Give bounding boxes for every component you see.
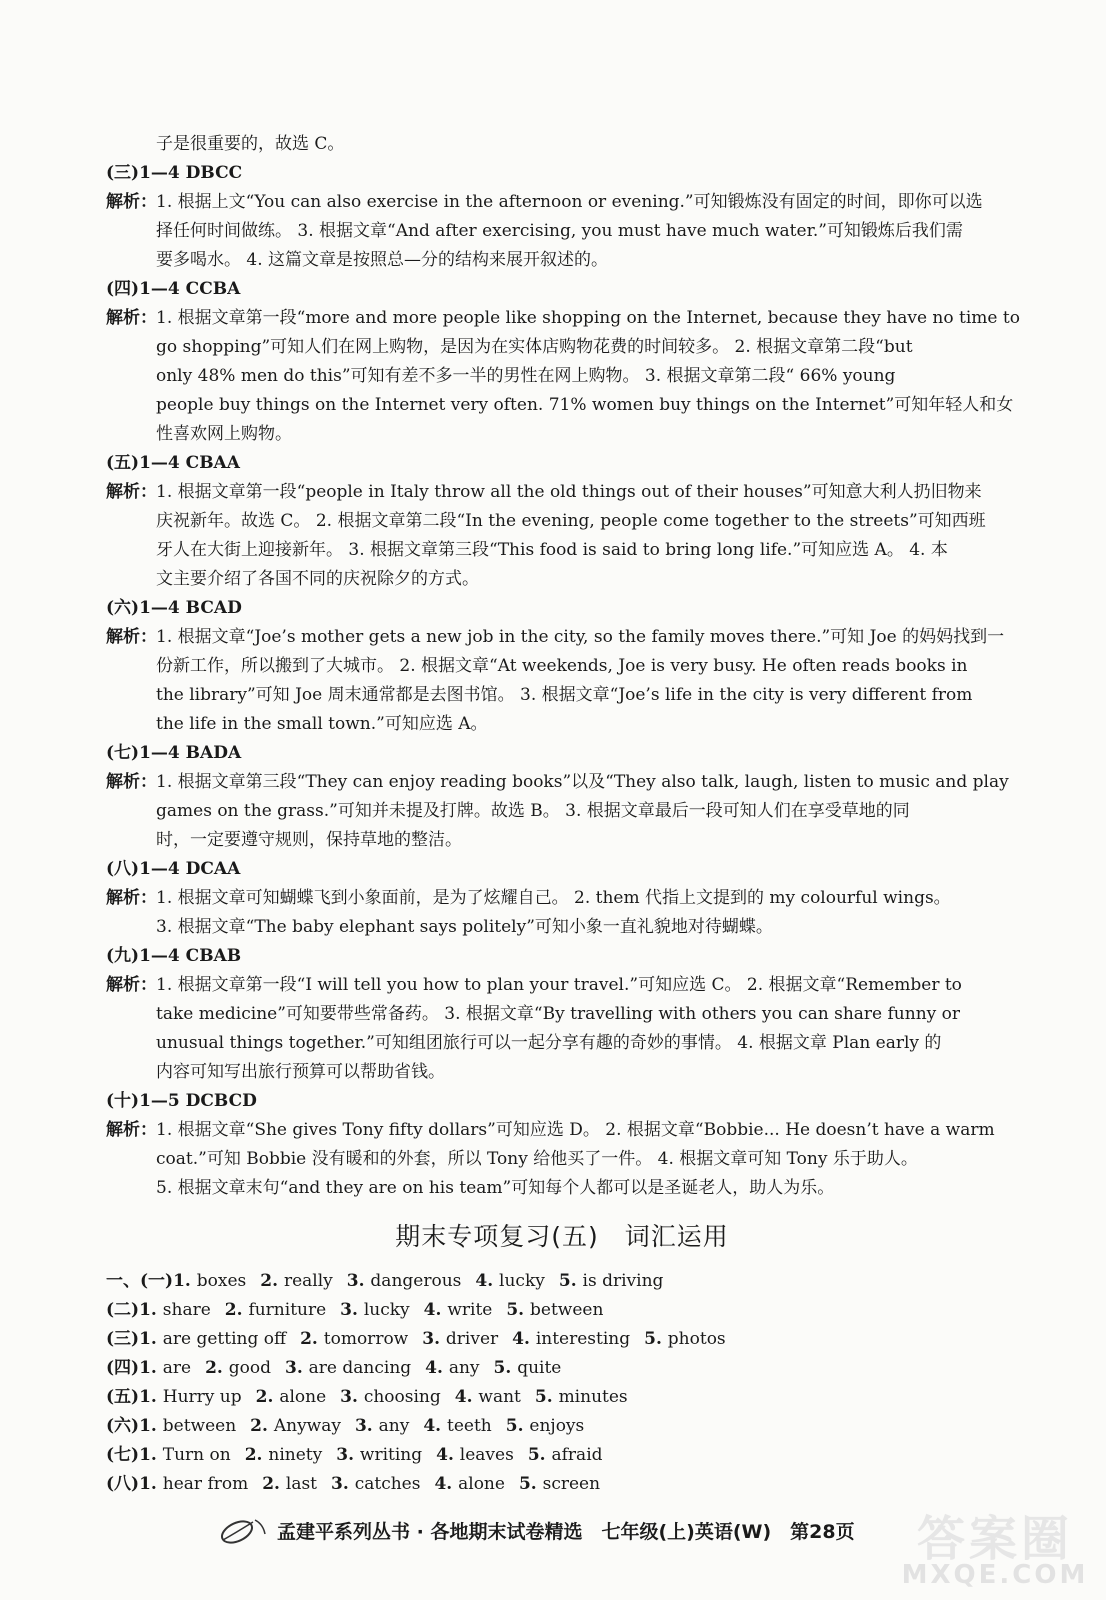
- explanation-line: coat.”可知 Bobbie 没有暖和的外套，所以 Tony 给他买了一件。 4. 根据文章可知 Tony 乐于助人。: [156, 1149, 918, 1169]
- vocab-answer: 3. choosing: [340, 1387, 441, 1407]
- vocab-row: [106, 1470, 1018, 1499]
- explanation-line: people buy things on the Internet very often. 71% women buy things on the Internet”可知年轻人和女: [156, 395, 1014, 415]
- vocab-row-label: (六): [106, 1416, 140, 1436]
- explanation-line: only 48% men do this”可知有差不多一半的男性在网上购物。 3. 根据文章第二段“ 66% young: [156, 366, 896, 386]
- explanation-label: 解析：: [106, 627, 157, 647]
- vocab-answer: 1. are getting off: [139, 1329, 287, 1349]
- vocab-row: [106, 1267, 1018, 1296]
- vocab-answer: 5. minutes: [534, 1387, 628, 1407]
- vocab-answer: 2. alone: [255, 1387, 327, 1407]
- vocab-answer: 4. teeth: [423, 1416, 492, 1436]
- vocab-answer: 2. furniture: [224, 1300, 327, 1320]
- vocab-answer: 4. lucky: [475, 1271, 545, 1291]
- carryover-line: 子是很重要的，故选 C。: [156, 134, 345, 154]
- explanation-text: 1. 根据文章第三段“They can enjoy reading books”以及“They also talk, laugh, listen to music and play: [156, 772, 1009, 792]
- vocab-answer: 2. tomorrow: [300, 1329, 409, 1349]
- section-answers-heading: (八)1—4 DCAA: [106, 859, 241, 879]
- explanation-line: take medicine”可知要带些常备药。 3. 根据文章“By travelling with others you can share funny or: [156, 1004, 961, 1024]
- leaf-logo-icon: [215, 1510, 269, 1550]
- explanation-line: 要多喝水。 4. 这篇文章是按照总—分的结构来展开叙述的。: [156, 250, 609, 270]
- explanation-text: 1. 根据文章可知蝴蝶飞到小象面前，是为了炫耀自己。 2. them 代指上文提到的 my colourful wings。: [156, 888, 951, 908]
- vocab-answer: 2. really: [260, 1271, 333, 1291]
- explanation-line: 5. 根据文章末句“and they are on his team”可知每个人都可以是圣诞老人，助人为乐。: [156, 1178, 835, 1198]
- vocab-answer: 5. enjoys: [505, 1416, 585, 1436]
- vocab-answer: 3. are dancing: [285, 1358, 412, 1378]
- explanation-text: 1. 根据文章“Joe’s mother gets a new job in the city, so the family moves there.”可知 Joe 的妈妈找到一: [156, 627, 1005, 647]
- vocab-answer: 5. photos: [644, 1329, 726, 1349]
- vocab-row: [106, 1296, 1018, 1325]
- explanation-label: 解析：: [106, 975, 157, 995]
- vocab-answer: 3. catches: [331, 1474, 421, 1494]
- section-answers-heading: (七)1—4 BADA: [106, 743, 242, 763]
- explanation-first-line: [106, 1116, 1018, 1145]
- vocab-answer: 4. leaves: [436, 1445, 514, 1465]
- explanation-text: 1. 根据上文“You can also exercise in the afternoon or evening.”可知锻炼没有固定的时间，即你可以选: [156, 192, 983, 212]
- explanation-first-line: [106, 188, 1018, 217]
- explanation-line: unusual things together.”可知组团旅行可以一起分享有趣的奇妙的事情。 4. 根据文章 Plan early 的: [156, 1033, 942, 1053]
- vocab-row: [106, 1383, 1018, 1412]
- explanation-text: 1. 根据文章第一段“more and more people like shopping on the Internet, because they have no time to: [156, 308, 1020, 328]
- explanation-label: 解析：: [106, 772, 157, 792]
- vocab-answer: 5. quite: [493, 1358, 562, 1378]
- explanation-line: 3. 根据文章“The baby elephant says politely”可知小象一直礼貌地对待蝴蝶。: [156, 917, 773, 937]
- section-answers-heading: (四)1—4 CCBA: [106, 279, 241, 299]
- explanation-label: 解析：: [106, 1120, 157, 1140]
- explanation-line: 性喜欢网上购物。: [156, 424, 292, 444]
- vocab-answer: 2. last: [262, 1474, 318, 1494]
- vocab-answer: 4. any: [425, 1358, 480, 1378]
- vocab-answer: 1. share: [139, 1300, 211, 1320]
- explanation-line: 庆祝新年。故选 C。 2. 根据文章第二段“In the evening, people come together to the streets”可知西班: [156, 511, 986, 531]
- explanation-line: 择任何时间做练。 3. 根据文章“And after exercising, you must have much water.”可知锻炼后我们需: [156, 221, 963, 241]
- vocab-answer: 1. between: [139, 1416, 237, 1436]
- explanation-label: 解析：: [106, 482, 157, 502]
- vocab-answer: 4. write: [423, 1300, 493, 1320]
- vocab-answer: 1. boxes: [173, 1271, 247, 1291]
- footer-text: 孟建平系列丛书 · 各地期末试卷精选 七年级(上)英语(W) 第28页: [277, 1520, 855, 1543]
- watermark-url: MXQE.COM: [901, 1560, 1089, 1590]
- vocab-answer: 1. Hurry up: [139, 1387, 242, 1407]
- vocab-row: [106, 1325, 1018, 1354]
- vocab-row-label: (二): [106, 1300, 140, 1320]
- vocab-answer: 5. is driving: [558, 1271, 664, 1291]
- reading-sections: [106, 159, 1018, 1203]
- page-footer: [215, 1508, 915, 1552]
- vocab-answer: 3. driver: [422, 1329, 499, 1349]
- explanation-text: 1. 根据文章“She gives Tony fifty dollars”可知应选 D。 2. 根据文章“Bobbie... He doesn’t have a warm: [156, 1120, 995, 1140]
- explanation-first-line: [106, 884, 1018, 913]
- explanation-label: 解析：: [106, 308, 157, 328]
- vocab-answer: 5. afraid: [527, 1445, 603, 1465]
- vocab-answer: 4. alone: [434, 1474, 505, 1494]
- explanation-line: the life in the small town.”可知应选 A。: [156, 714, 488, 734]
- vocab-answers: [106, 1267, 1018, 1499]
- vocab-answer: 2. ninety: [244, 1445, 323, 1465]
- explanation-line: 文主要介绍了各国不同的庆祝除夕的方式。: [156, 569, 479, 589]
- watermark-main: 答案圈: [916, 1511, 1073, 1567]
- vocab-answer: 5. screen: [518, 1474, 601, 1494]
- explanation-line: 时，一定要遵守规则，保持草地的整洁。: [156, 830, 462, 850]
- vocab-answer: 5. between: [506, 1300, 604, 1320]
- section-answers-heading: (六)1—4 BCAD: [106, 598, 242, 618]
- explanation-first-line: [106, 304, 1018, 333]
- vocab-answer: 1. are: [139, 1358, 192, 1378]
- vocab-row-label: (七): [106, 1445, 140, 1465]
- vocab-answer: 3. any: [354, 1416, 410, 1436]
- explanation-line: 牙人在大街上迎接新年。 3. 根据文章第三段“This food is said to bring long life.”可知应选 A。 4. 本: [156, 540, 948, 560]
- vocab-answer: 4. interesting: [512, 1329, 631, 1349]
- section-answers-heading: (九)1—4 CBAB: [106, 946, 242, 966]
- answer-content: [106, 130, 1018, 1499]
- explanation-first-line: [106, 971, 1018, 1000]
- vocab-row: [106, 1412, 1018, 1441]
- vocab-row-label: (三): [106, 1329, 140, 1349]
- vocab-answer: 3. writing: [336, 1445, 423, 1465]
- explanation-line: 内容可知写出旅行预算可以帮助省钱。: [156, 1062, 445, 1082]
- explanation-first-line: [106, 768, 1018, 797]
- section-answers-heading: (三)1—4 DBCC: [106, 163, 243, 183]
- vocab-answer: 1. hear from: [139, 1474, 249, 1494]
- section-answers-heading: (五)1—4 CBAA: [106, 453, 240, 473]
- explanation-first-line: [106, 623, 1018, 652]
- explanation-label: 解析：: [106, 888, 157, 908]
- explanation-line: go shopping”可知人们在网上购物，是因为在实体店购物花费的时间较多。 2. 根据文章第二段“but: [156, 337, 913, 357]
- vocab-answer: 3. lucky: [340, 1300, 410, 1320]
- explanation-text: 1. 根据文章第一段“I will tell you how to plan your travel.”可知应选 C。 2. 根据文章“Remember to: [156, 975, 962, 995]
- vocab-answer: 2. good: [205, 1358, 271, 1378]
- explanation-line: the library”可知 Joe 周末通常都是去图书馆。 3. 根据文章“Joe’s life in the city is very different from: [156, 685, 973, 705]
- explanation-line: games on the grass.”可知并未提及打牌。故选 B。 3. 根据文章最后一段可知人们在享受草地的同: [156, 801, 910, 821]
- vocab-row: [106, 1441, 1018, 1470]
- vocab-row-label: (八): [106, 1474, 140, 1494]
- vocab-row-label: (四): [106, 1358, 140, 1378]
- vocab-row-label: (五): [106, 1387, 140, 1407]
- vocab-row: [106, 1354, 1018, 1383]
- explanation-line: 份新工作，所以搬到了大城市。 2. 根据文章“At weekends, Joe is very busy. He often reads books in: [156, 656, 968, 676]
- vocab-row-label: 一、(一): [106, 1271, 174, 1291]
- explanation-label: 解析：: [106, 192, 157, 212]
- explanation-first-line: [106, 478, 1018, 507]
- vocab-answer: 4. want: [454, 1387, 521, 1407]
- vocab-answer: 3. dangerous: [346, 1271, 462, 1291]
- watermark: [890, 1500, 1100, 1595]
- section-answers-heading: (十)1—5 DCBCD: [106, 1091, 257, 1111]
- vocab-answer: 1. Turn on: [139, 1445, 231, 1465]
- section-title: 期末专项复习(五) 词汇运用: [395, 1222, 729, 1251]
- vocab-answer: 2. Anyway: [250, 1416, 341, 1436]
- explanation-text: 1. 根据文章第一段“people in Italy throw all the old things out of their houses”可知意大利人扔旧物来: [156, 482, 982, 502]
